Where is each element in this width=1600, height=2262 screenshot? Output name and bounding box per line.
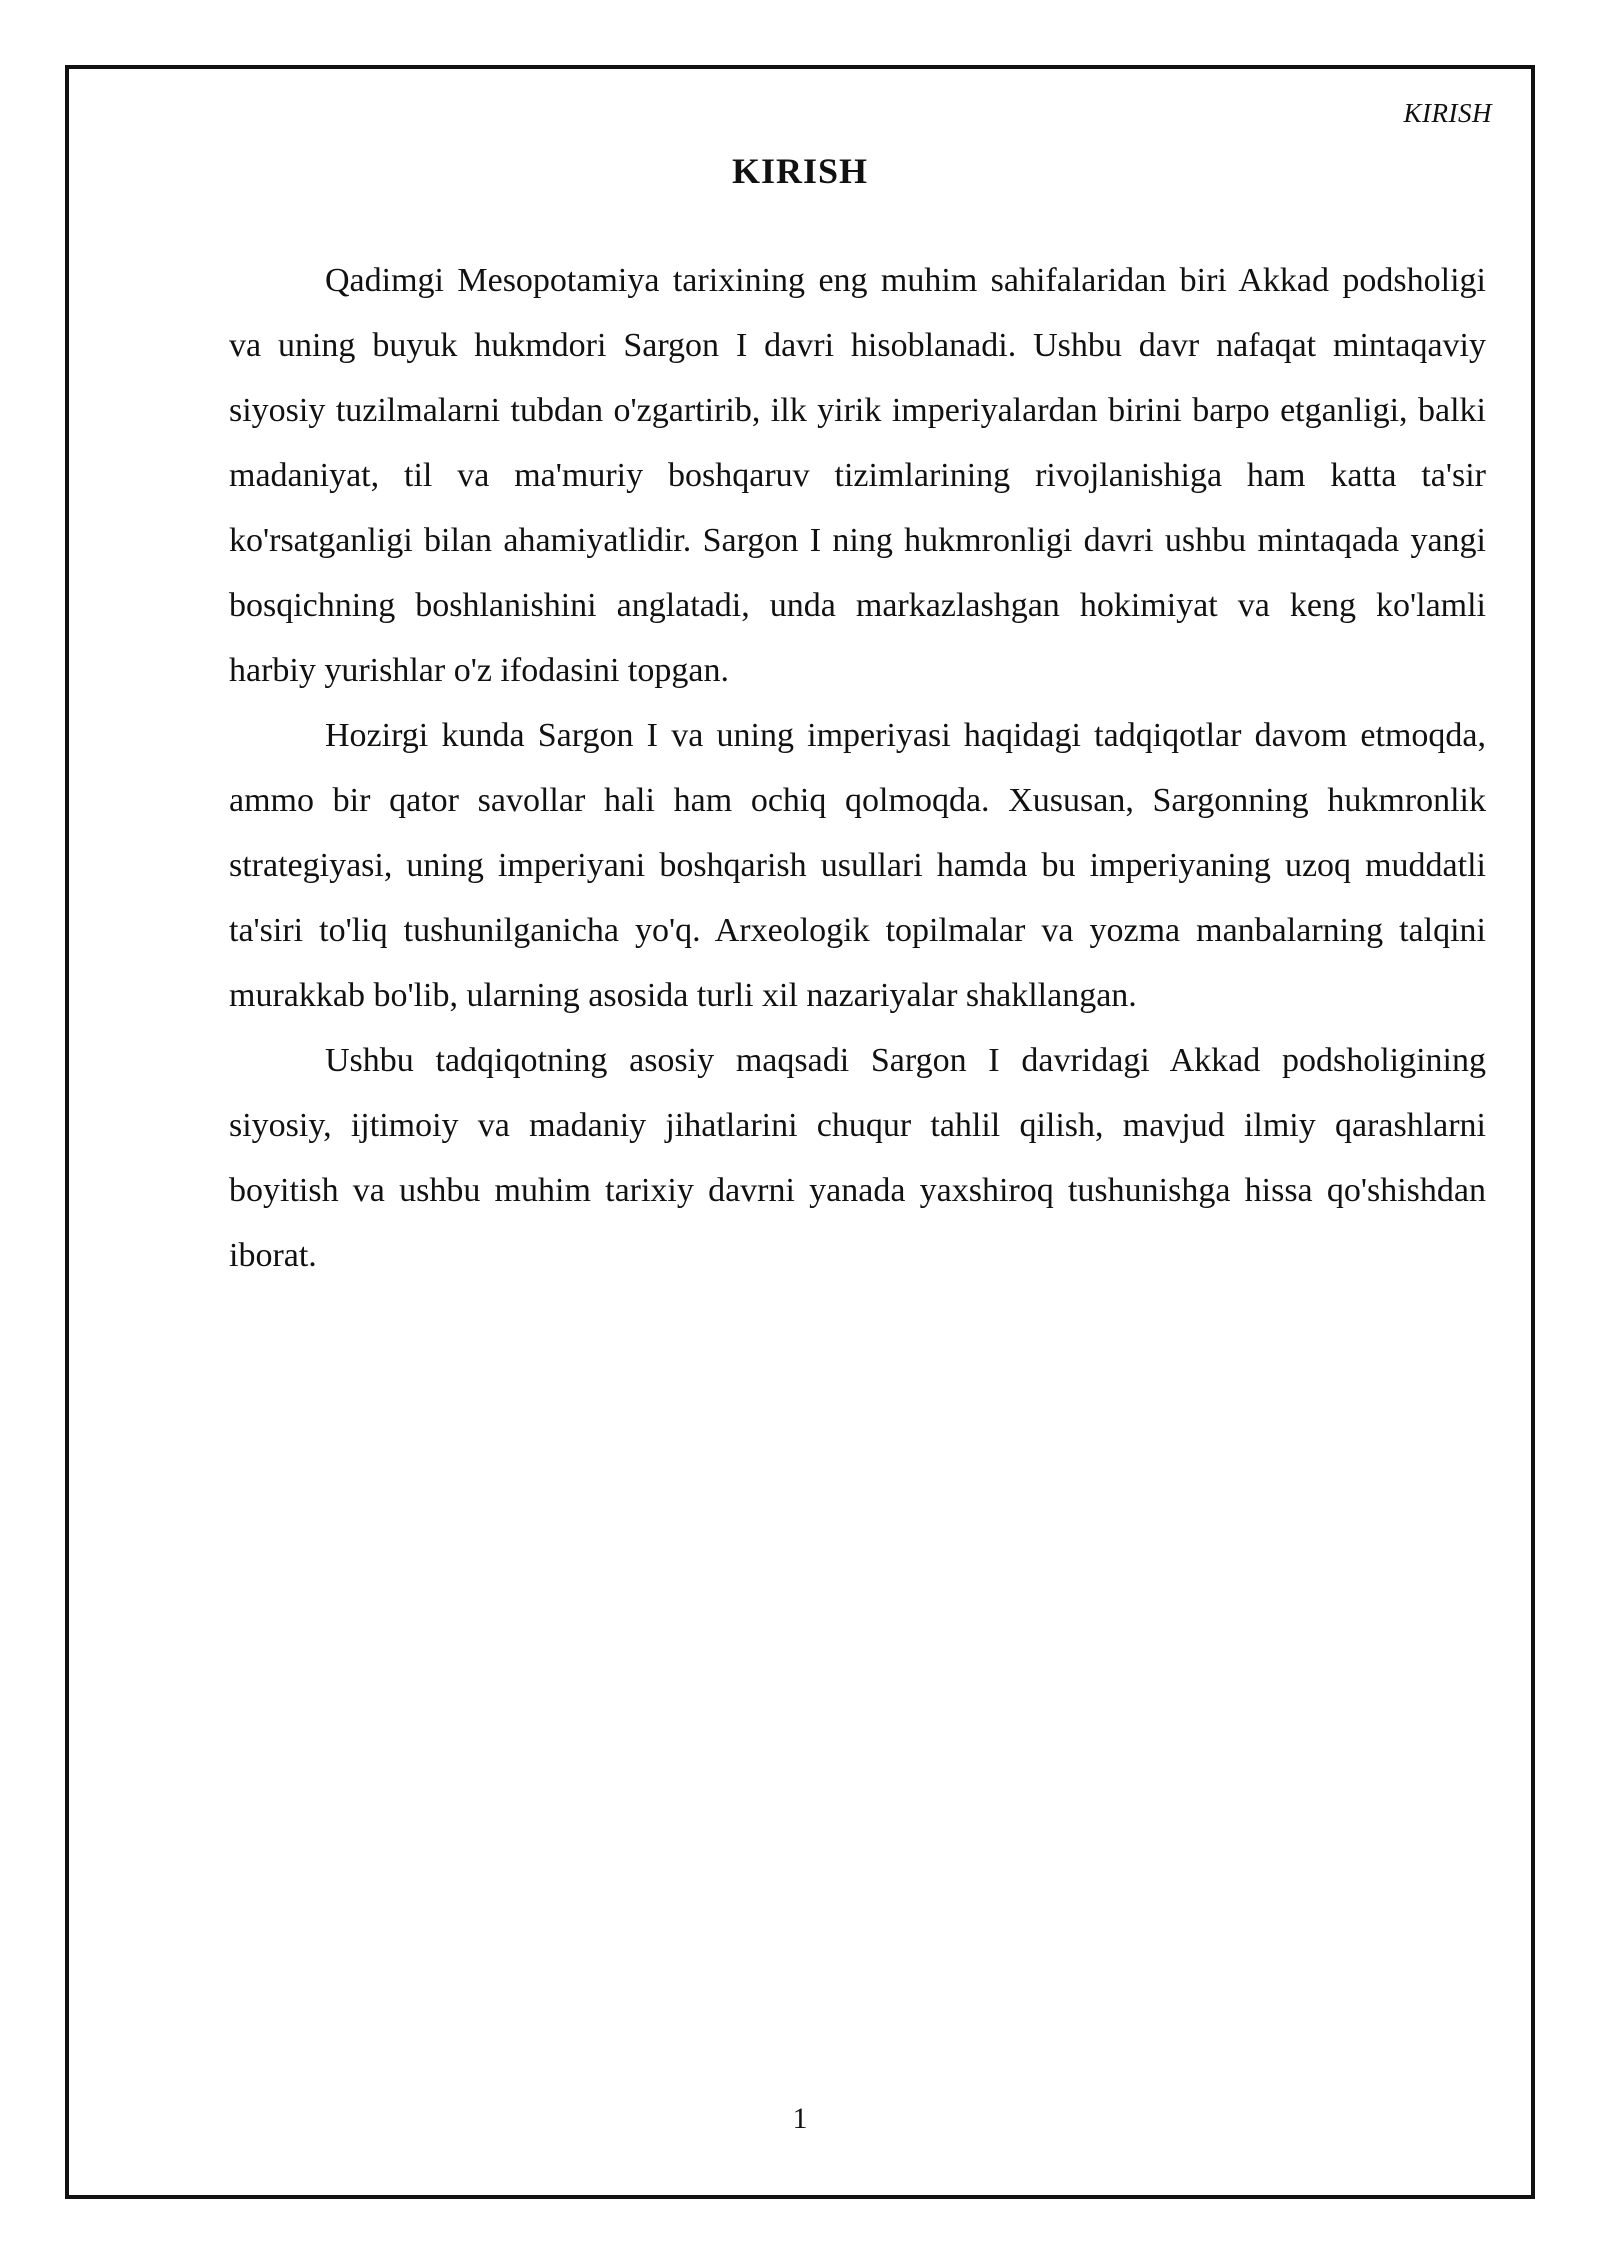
paragraph: Qadimgi Mesopotamiya tarixining eng muhim sahifalaridan biri Akkad podsholigi va uning buyuk hukmdori Sargon I davri hisoblanadi. Ushbu davr nafaqat mintaqaviy siyosiy tuzilmalarni tubdan o'zgartirib, ilk yirik imperiyalardan birini barpo etganligi, balki madaniyat, til va ma'muriy boshqaruv tizimlarining rivojlanishiga ham katta ta'sir ko'rsatganligi bilan ahamiyatlidir. Sargon I ning hukmronligi davri ushbu mintaqada yangi bosqichning boshlanishini anglatadi, unda markazlashgan hokimiyat va keng ko'lamli harbiy yurishlar o'z ifodasini topgan. <box>229 262 1486 689</box>
running-header: KIRISH <box>1403 98 1492 128</box>
section-title: KIRISH <box>731 151 869 191</box>
page-number: 1 <box>792 2102 808 2135</box>
paragraph: Ushbu tadqiqotning asosiy maqsadi Sargon I davridagi Akkad podsholigining siyosiy, ijtimoiy va madaniy jihatlarini chuqur tahlil qilish, mavjud ilmiy qarashlarni boyitish va ushbu muhim tarixiy davrni yanada yaxshiroq tushunishga hissa qo'shishdan iborat. <box>229 1042 1486 1274</box>
body-text <box>229 248 1486 1288</box>
paragraph: Hozirgi kunda Sargon I va uning imperiyasi haqidagi tadqiqotlar davom etmoqda, ammo bir qator savollar hali ham ochiq qolmoqda. Xususan, Sargonning hukmronlik strategiyasi, uning imperiyani boshqarish usullari hamda bu imperiyaning uzoq muddatli ta'siri to'liq tushunilganicha yo'q. Arxeologik topilmalar va yozma manbalarning talqini murakkab bo'lib, ularning asosida turli xil nazariyalar shakllangan. <box>229 717 1486 1014</box>
